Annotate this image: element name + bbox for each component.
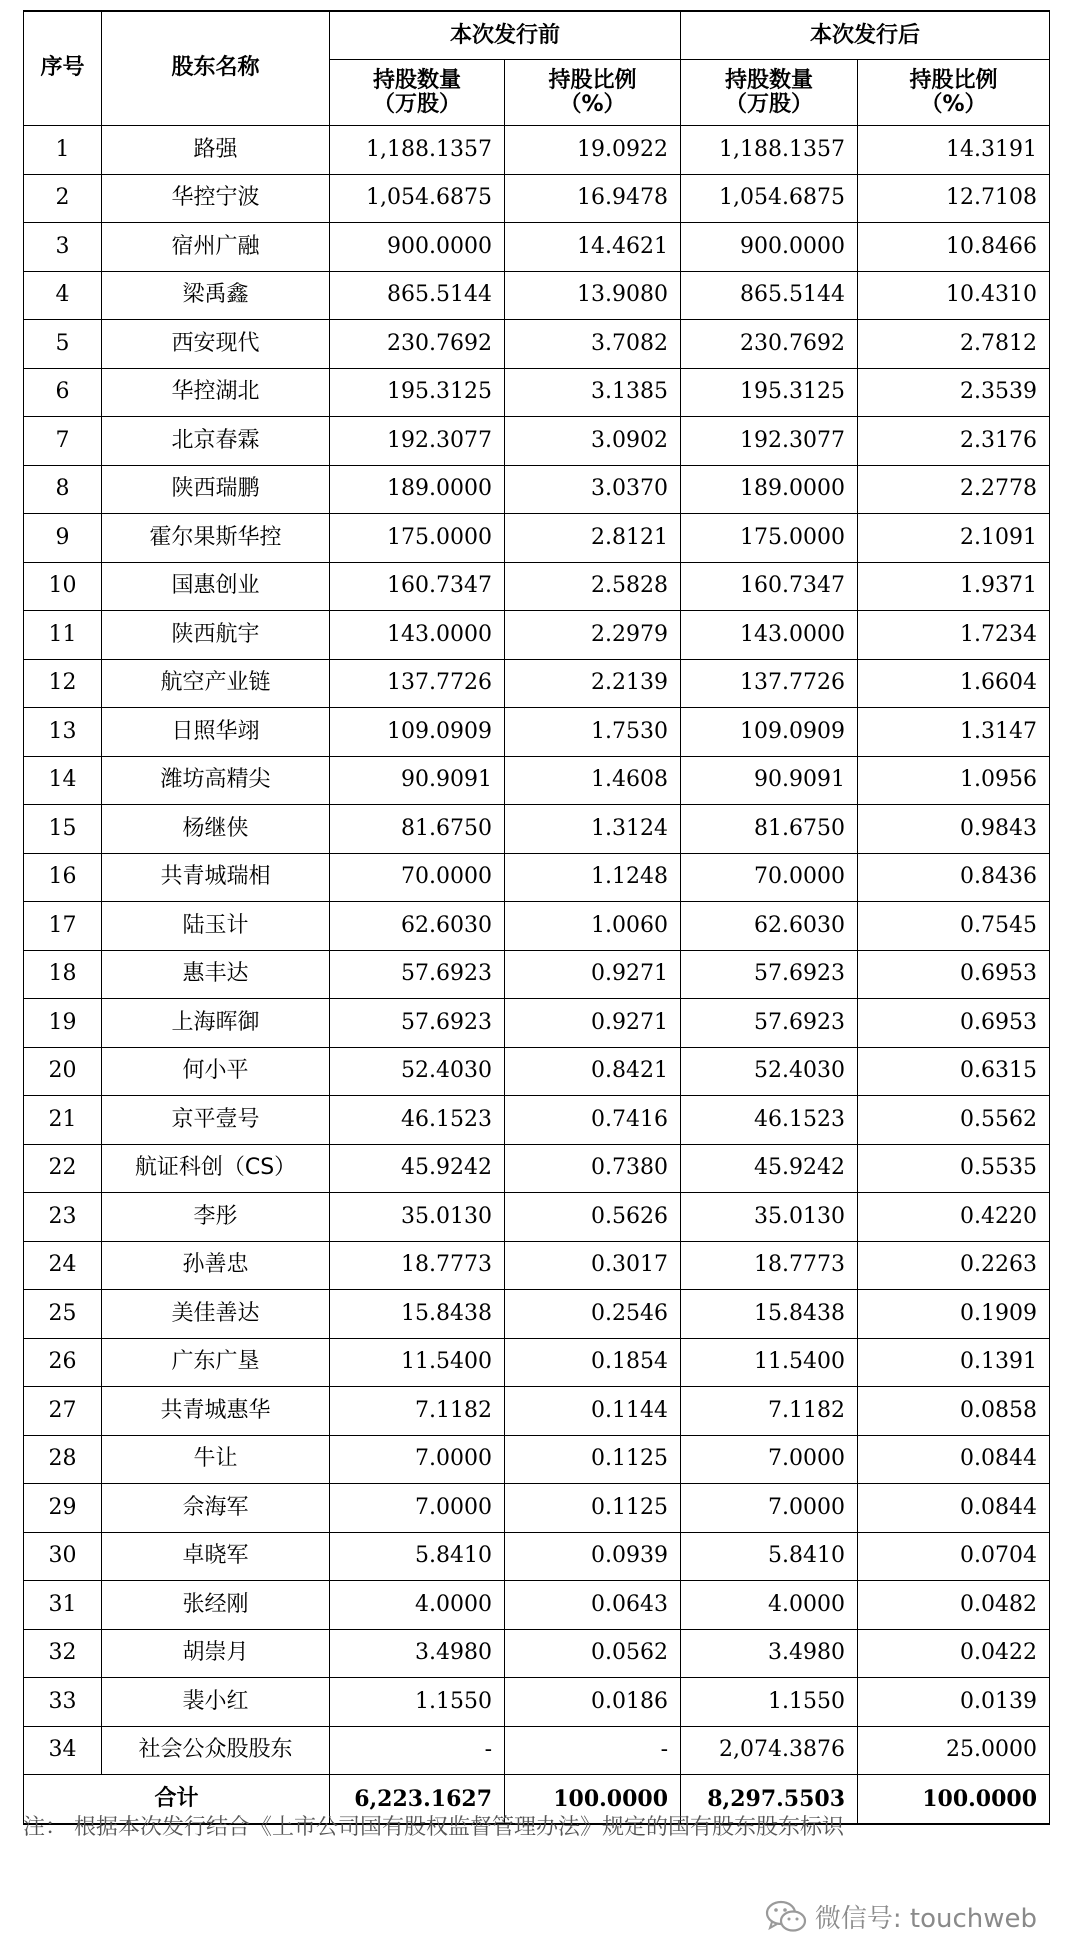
cell-no: 15 (24, 805, 102, 854)
header-shares-line2: （万股） (372, 91, 461, 117)
cell-after-ratio: 0.2263 (858, 1241, 1050, 1290)
cell-before-ratio: 19.0922 (505, 126, 681, 175)
cell-before-ratio: 2.5828 (505, 562, 681, 611)
cell-after-shares: 2,074.3876 (681, 1726, 858, 1775)
cell-after-shares: 109.0909 (681, 708, 858, 757)
cell-no: 9 (24, 514, 102, 563)
cell-shareholder-name: 陕西瑞鹏 (102, 465, 330, 514)
cell-shareholder-name: 李彤 (102, 1193, 330, 1242)
cell-no: 12 (24, 659, 102, 708)
cell-before-ratio: 0.3017 (505, 1241, 681, 1290)
cell-after-ratio: 0.9843 (858, 805, 1050, 854)
cell-before-ratio: 0.0186 (505, 1678, 681, 1727)
table-row (24, 562, 1050, 611)
cell-after-ratio: 0.5562 (858, 1096, 1050, 1145)
cell-shareholder-name: 共青城惠华 (102, 1387, 330, 1436)
cell-before-ratio: 0.0562 (505, 1629, 681, 1678)
table-row (24, 805, 1050, 854)
cell-before-ratio: 0.0643 (505, 1581, 681, 1630)
cell-before-shares: 52.4030 (330, 1047, 505, 1096)
table-body (24, 126, 1050, 1775)
cell-shareholder-name: 上海晖御 (102, 999, 330, 1048)
table-row (24, 1387, 1050, 1436)
cell-after-shares: 1,054.6875 (681, 174, 858, 223)
cell-after-ratio: 2.2778 (858, 465, 1050, 514)
total-label: 合计 (24, 1775, 330, 1825)
cell-before-ratio: 0.9271 (505, 999, 681, 1048)
footnote-cutoff (23, 1815, 1049, 1840)
cell-no: 23 (24, 1193, 102, 1242)
cell-no: 13 (24, 708, 102, 757)
table-row (24, 1193, 1050, 1242)
cell-after-shares: 189.0000 (681, 465, 858, 514)
cell-after-shares: 137.7726 (681, 659, 858, 708)
cell-no: 17 (24, 902, 102, 951)
cell-before-shares: 189.0000 (330, 465, 505, 514)
watermark (765, 1898, 1037, 1935)
cell-before-ratio: 0.1125 (505, 1484, 681, 1533)
cell-after-shares: 45.9242 (681, 1144, 858, 1193)
cell-before-shares: 7.1182 (330, 1387, 505, 1436)
table-row (24, 1484, 1050, 1533)
cell-before-shares: - (330, 1726, 505, 1775)
cell-after-ratio: 1.9371 (858, 562, 1050, 611)
cell-before-shares: 4.0000 (330, 1581, 505, 1630)
cell-no: 26 (24, 1338, 102, 1387)
cell-shareholder-name: 梁禹鑫 (102, 271, 330, 320)
table-row (24, 1629, 1050, 1678)
cell-after-ratio: 0.6315 (858, 1047, 1050, 1096)
cell-after-shares: 1.1550 (681, 1678, 858, 1727)
cell-shareholder-name: 路强 (102, 126, 330, 175)
cell-after-shares: 195.3125 (681, 368, 858, 417)
cell-after-shares: 57.6923 (681, 999, 858, 1048)
header-shares-line2: （万股） (725, 91, 814, 117)
cell-shareholder-name: 美佳善达 (102, 1290, 330, 1339)
cell-after-ratio: 0.6953 (858, 950, 1050, 999)
cell-after-ratio: 14.3191 (858, 126, 1050, 175)
cell-after-shares: 143.0000 (681, 611, 858, 660)
cell-after-ratio: 0.0858 (858, 1387, 1050, 1436)
cell-after-ratio: 1.6604 (858, 659, 1050, 708)
cell-before-ratio: 0.2546 (505, 1290, 681, 1339)
cell-before-ratio: 1.3124 (505, 805, 681, 854)
table-row (24, 611, 1050, 660)
table-row (24, 1144, 1050, 1193)
cell-after-ratio: 2.3539 (858, 368, 1050, 417)
cell-shareholder-name: 霍尔果斯华控 (102, 514, 330, 563)
cell-after-shares: 160.7347 (681, 562, 858, 611)
cell-before-ratio: 3.7082 (505, 320, 681, 369)
cell-before-ratio: 0.8421 (505, 1047, 681, 1096)
header-before-ratio (505, 60, 681, 126)
cell-after-ratio: 0.0139 (858, 1678, 1050, 1727)
header-ratio-line1: 持股比例 (548, 67, 637, 93)
cell-after-shares: 57.6923 (681, 950, 858, 999)
cell-after-shares: 3.4980 (681, 1629, 858, 1678)
cell-before-shares: 1.1550 (330, 1678, 505, 1727)
cell-after-shares: 62.6030 (681, 902, 858, 951)
shareholder-table-container (23, 10, 1049, 1825)
cell-after-shares: 35.0130 (681, 1193, 858, 1242)
cell-before-shares: 3.4980 (330, 1629, 505, 1678)
table-row (24, 126, 1050, 175)
cell-no: 25 (24, 1290, 102, 1339)
total-after-ratio: 100.0000 (858, 1775, 1050, 1825)
cell-after-shares: 4.0000 (681, 1581, 858, 1630)
cell-no: 22 (24, 1144, 102, 1193)
total-before-shares: 6,223.1627 (330, 1775, 505, 1825)
cell-after-shares: 192.3077 (681, 417, 858, 466)
table-row (24, 368, 1050, 417)
cell-no: 20 (24, 1047, 102, 1096)
cell-after-ratio: 0.0422 (858, 1629, 1050, 1678)
cell-before-shares: 865.5144 (330, 271, 505, 320)
cell-no: 19 (24, 999, 102, 1048)
cell-shareholder-name: 华控湖北 (102, 368, 330, 417)
cell-shareholder-name: 社会公众股股东 (102, 1726, 330, 1775)
cell-shareholder-name: 共青城瑞相 (102, 853, 330, 902)
cell-shareholder-name: 京平壹号 (102, 1096, 330, 1145)
table-row (24, 1047, 1050, 1096)
cell-after-shares: 1,188.1357 (681, 126, 858, 175)
cell-before-shares: 230.7692 (330, 320, 505, 369)
cell-shareholder-name: 西安现代 (102, 320, 330, 369)
cell-no: 1 (24, 126, 102, 175)
cell-no: 28 (24, 1435, 102, 1484)
cell-shareholder-name: 佘海军 (102, 1484, 330, 1533)
cell-before-shares: 160.7347 (330, 562, 505, 611)
cell-after-shares: 90.9091 (681, 756, 858, 805)
cell-after-shares: 70.0000 (681, 853, 858, 902)
cell-shareholder-name: 惠丰达 (102, 950, 330, 999)
cell-after-ratio: 1.3147 (858, 708, 1050, 757)
cell-before-shares: 15.8438 (330, 1290, 505, 1339)
cell-before-shares: 45.9242 (330, 1144, 505, 1193)
cell-no: 6 (24, 368, 102, 417)
cell-after-ratio: 2.3176 (858, 417, 1050, 466)
table-row (24, 174, 1050, 223)
cell-before-shares: 1,054.6875 (330, 174, 505, 223)
cell-before-shares: 195.3125 (330, 368, 505, 417)
cell-no: 10 (24, 562, 102, 611)
table-row (24, 465, 1050, 514)
table-row (24, 223, 1050, 272)
cell-after-shares: 52.4030 (681, 1047, 858, 1096)
cell-no: 7 (24, 417, 102, 466)
cell-shareholder-name: 陕西航宇 (102, 611, 330, 660)
cell-before-ratio: 3.0370 (505, 465, 681, 514)
header-after-shares (681, 60, 858, 126)
cell-no: 29 (24, 1484, 102, 1533)
table-row (24, 1290, 1050, 1339)
cell-after-shares: 7.1182 (681, 1387, 858, 1436)
cell-before-shares: 46.1523 (330, 1096, 505, 1145)
cell-after-ratio: 0.0844 (858, 1435, 1050, 1484)
cell-shareholder-name: 广东广垦 (102, 1338, 330, 1387)
cell-no: 30 (24, 1532, 102, 1581)
header-before-shares (330, 60, 505, 126)
cell-before-ratio: 14.4621 (505, 223, 681, 272)
cell-before-shares: 90.9091 (330, 756, 505, 805)
table-row (24, 902, 1050, 951)
cell-before-ratio: 2.8121 (505, 514, 681, 563)
shareholder-table (23, 10, 1050, 1825)
cell-after-shares: 230.7692 (681, 320, 858, 369)
cell-shareholder-name: 航空产业链 (102, 659, 330, 708)
cell-after-shares: 18.7773 (681, 1241, 858, 1290)
cell-shareholder-name: 孙善忠 (102, 1241, 330, 1290)
cell-shareholder-name: 卓晓军 (102, 1532, 330, 1581)
header-ratio-line2: （%） (559, 91, 626, 117)
cell-before-ratio: 1.7530 (505, 708, 681, 757)
cell-no: 34 (24, 1726, 102, 1775)
cell-no: 14 (24, 756, 102, 805)
cell-after-ratio: 0.8436 (858, 853, 1050, 902)
cell-after-shares: 175.0000 (681, 514, 858, 563)
cell-after-shares: 7.0000 (681, 1435, 858, 1484)
cell-after-ratio: 0.6953 (858, 999, 1050, 1048)
cell-after-ratio: 0.1391 (858, 1338, 1050, 1387)
cell-before-ratio: 0.1854 (505, 1338, 681, 1387)
cell-no: 16 (24, 853, 102, 902)
cell-before-ratio: 0.7380 (505, 1144, 681, 1193)
cell-before-ratio: 0.7416 (505, 1096, 681, 1145)
cell-shareholder-name: 陆玉计 (102, 902, 330, 951)
cell-before-ratio: 0.0939 (505, 1532, 681, 1581)
cell-shareholder-name: 日照华翊 (102, 708, 330, 757)
cell-no: 21 (24, 1096, 102, 1145)
cell-after-shares: 900.0000 (681, 223, 858, 272)
header-before-group: 本次发行前 (330, 11, 681, 60)
cell-after-ratio: 0.0844 (858, 1484, 1050, 1533)
cell-no: 33 (24, 1678, 102, 1727)
cell-shareholder-name: 杨继侠 (102, 805, 330, 854)
cell-before-shares: 57.6923 (330, 950, 505, 999)
cell-before-ratio: 16.9478 (505, 174, 681, 223)
cell-after-ratio: 0.5535 (858, 1144, 1050, 1193)
table-row (24, 1435, 1050, 1484)
cell-after-ratio: 1.0956 (858, 756, 1050, 805)
cell-before-shares: 192.3077 (330, 417, 505, 466)
cell-after-ratio: 0.1909 (858, 1290, 1050, 1339)
cell-shareholder-name: 华控宁波 (102, 174, 330, 223)
cell-before-shares: 11.5400 (330, 1338, 505, 1387)
cell-before-shares: 7.0000 (330, 1484, 505, 1533)
cell-after-ratio: 2.7812 (858, 320, 1050, 369)
cell-after-ratio: 0.7545 (858, 902, 1050, 951)
cell-after-ratio: 2.1091 (858, 514, 1050, 563)
cell-before-ratio: 2.2979 (505, 611, 681, 660)
table-row (24, 950, 1050, 999)
table-row (24, 1241, 1050, 1290)
cell-no: 2 (24, 174, 102, 223)
cell-before-ratio: 13.9080 (505, 271, 681, 320)
cell-no: 8 (24, 465, 102, 514)
cell-before-ratio: 0.1144 (505, 1387, 681, 1436)
table-row (24, 756, 1050, 805)
cell-no: 18 (24, 950, 102, 999)
cell-after-shares: 81.6750 (681, 805, 858, 854)
cell-before-ratio: 0.5626 (505, 1193, 681, 1242)
cell-before-shares: 1,188.1357 (330, 126, 505, 175)
cell-after-ratio: 0.0704 (858, 1532, 1050, 1581)
header-shares-line1: 持股数量 (372, 67, 461, 93)
cell-before-ratio: 1.4608 (505, 756, 681, 805)
cell-before-shares: 900.0000 (330, 223, 505, 272)
cell-shareholder-name: 宿州广融 (102, 223, 330, 272)
table-row (24, 999, 1050, 1048)
cell-before-ratio: 3.1385 (505, 368, 681, 417)
cell-before-ratio: - (505, 1726, 681, 1775)
cell-no: 5 (24, 320, 102, 369)
cell-after-ratio: 10.8466 (858, 223, 1050, 272)
cell-before-ratio: 1.0060 (505, 902, 681, 951)
cell-after-shares: 865.5144 (681, 271, 858, 320)
watermark-text: 微信号: touchweb (814, 1904, 1037, 1934)
cell-shareholder-name: 张经刚 (102, 1581, 330, 1630)
cell-before-ratio: 0.1125 (505, 1435, 681, 1484)
cell-no: 11 (24, 611, 102, 660)
cell-no: 31 (24, 1581, 102, 1630)
total-after-shares: 8,297.5503 (681, 1775, 858, 1825)
cell-before-ratio: 2.2139 (505, 659, 681, 708)
table-row (24, 1581, 1050, 1630)
cell-after-ratio: 1.7234 (858, 611, 1050, 660)
table-row (24, 1532, 1050, 1581)
header-after-ratio (858, 60, 1050, 126)
header-row-groups (24, 11, 1050, 60)
cell-after-ratio: 0.0482 (858, 1581, 1050, 1630)
cell-after-shares: 46.1523 (681, 1096, 858, 1145)
cell-no: 32 (24, 1629, 102, 1678)
table-row (24, 1096, 1050, 1145)
cell-before-ratio: 1.1248 (505, 853, 681, 902)
cell-no: 4 (24, 271, 102, 320)
table-row (24, 708, 1050, 757)
footnote-text: 注： 根据本次发行结合《上市公司国有股权监督管理办法》规定的国有股东股东标识 (23, 1815, 844, 1840)
header-no: 序号 (24, 11, 102, 126)
table-row (24, 1678, 1050, 1727)
cell-before-shares: 175.0000 (330, 514, 505, 563)
total-before-ratio: 100.0000 (505, 1775, 681, 1825)
table-row (24, 853, 1050, 902)
header-name: 股东名称 (102, 11, 330, 126)
cell-after-ratio: 12.7108 (858, 174, 1050, 223)
table-row (24, 1338, 1050, 1387)
cell-no: 3 (24, 223, 102, 272)
cell-before-shares: 5.8410 (330, 1532, 505, 1581)
cell-shareholder-name: 牛让 (102, 1435, 330, 1484)
cell-shareholder-name: 航证科创（CS） (102, 1144, 330, 1193)
cell-shareholder-name: 国惠创业 (102, 562, 330, 611)
cell-before-ratio: 0.9271 (505, 950, 681, 999)
cell-before-shares: 35.0130 (330, 1193, 505, 1242)
table-row (24, 271, 1050, 320)
table-row (24, 514, 1050, 563)
table-row (24, 320, 1050, 369)
cell-before-shares: 109.0909 (330, 708, 505, 757)
cell-no: 24 (24, 1241, 102, 1290)
header-after-group: 本次发行后 (681, 11, 1050, 60)
cell-no: 27 (24, 1387, 102, 1436)
cell-before-shares: 7.0000 (330, 1435, 505, 1484)
cell-before-shares: 57.6923 (330, 999, 505, 1048)
cell-before-shares: 81.6750 (330, 805, 505, 854)
cell-shareholder-name: 胡崇月 (102, 1629, 330, 1678)
cell-before-shares: 143.0000 (330, 611, 505, 660)
cell-after-shares: 15.8438 (681, 1290, 858, 1339)
cell-after-ratio: 10.4310 (858, 271, 1050, 320)
wechat-icon (765, 1899, 807, 1935)
table-row (24, 659, 1050, 708)
header-ratio-line2: （%） (920, 91, 987, 117)
table-row (24, 1726, 1050, 1775)
cell-after-ratio: 25.0000 (858, 1726, 1050, 1775)
cell-after-shares: 11.5400 (681, 1338, 858, 1387)
cell-after-shares: 7.0000 (681, 1484, 858, 1533)
cell-shareholder-name: 北京春霖 (102, 417, 330, 466)
table-row (24, 417, 1050, 466)
cell-shareholder-name: 何小平 (102, 1047, 330, 1096)
cell-shareholder-name: 潍坊高精尖 (102, 756, 330, 805)
cell-before-shares: 62.6030 (330, 902, 505, 951)
cell-before-shares: 70.0000 (330, 853, 505, 902)
cell-after-shares: 5.8410 (681, 1532, 858, 1581)
cell-shareholder-name: 裴小红 (102, 1678, 330, 1727)
cell-before-shares: 18.7773 (330, 1241, 505, 1290)
cell-before-ratio: 3.0902 (505, 417, 681, 466)
header-shares-line1: 持股数量 (725, 67, 814, 93)
header-ratio-line1: 持股比例 (909, 67, 998, 93)
cell-before-shares: 137.7726 (330, 659, 505, 708)
cell-after-ratio: 0.4220 (858, 1193, 1050, 1242)
